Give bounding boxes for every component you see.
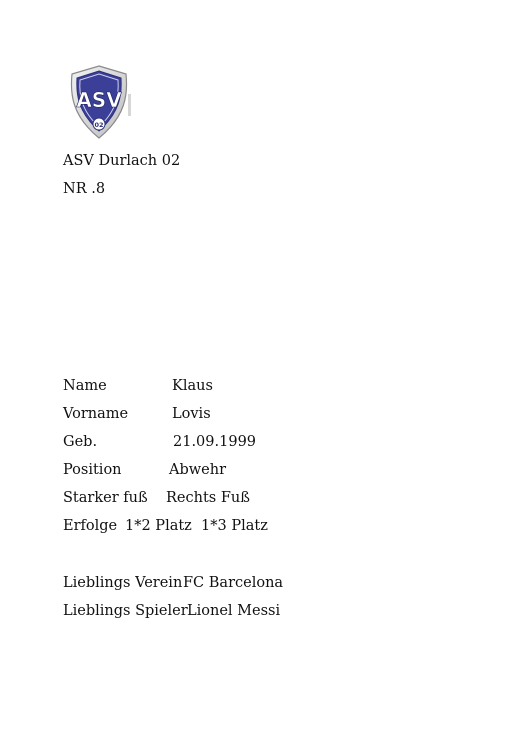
value-lieblings-spieler: Lionel Messi xyxy=(187,603,281,619)
label-lieblings-spieler: Lieblings Spieler xyxy=(63,603,188,619)
value-geb: 21.09.1999 xyxy=(173,434,257,450)
row-starker-fuss xyxy=(63,489,363,507)
value-starker-fuss: Rechts Fuß xyxy=(166,490,250,506)
row-name xyxy=(63,377,363,395)
logo-year: 02 xyxy=(94,121,104,129)
logo-letters: ASV xyxy=(76,88,122,112)
label-position: Position xyxy=(63,462,122,478)
label-geb: Geb. xyxy=(63,434,98,450)
label-erfolge: Erfolge xyxy=(63,518,118,534)
value-name: Klaus xyxy=(172,378,213,394)
club-logo xyxy=(64,64,134,140)
club-name: ASV Durlach 02 xyxy=(63,153,181,169)
value-lieblings-verein: FC Barcelona xyxy=(183,575,284,591)
row-lieblings-spieler xyxy=(63,602,363,620)
label-lieblings-verein: Lieblings Verein xyxy=(63,575,183,591)
value-erfolge: 1*2 Platz 1*3 Platz xyxy=(125,518,268,534)
player-number: NR .8 xyxy=(63,181,106,197)
row-erfolge xyxy=(63,517,363,535)
label-name: Name xyxy=(63,378,107,394)
row-lieblings-verein xyxy=(63,574,363,592)
value-vorname: Lovis xyxy=(172,406,211,422)
row-position xyxy=(63,461,363,479)
value-position: Abwehr xyxy=(169,462,227,478)
label-vorname: Vorname xyxy=(63,406,129,422)
row-vorname xyxy=(63,405,363,423)
row-geb xyxy=(63,433,363,451)
label-starker-fuss: Starker fuß xyxy=(63,490,148,506)
